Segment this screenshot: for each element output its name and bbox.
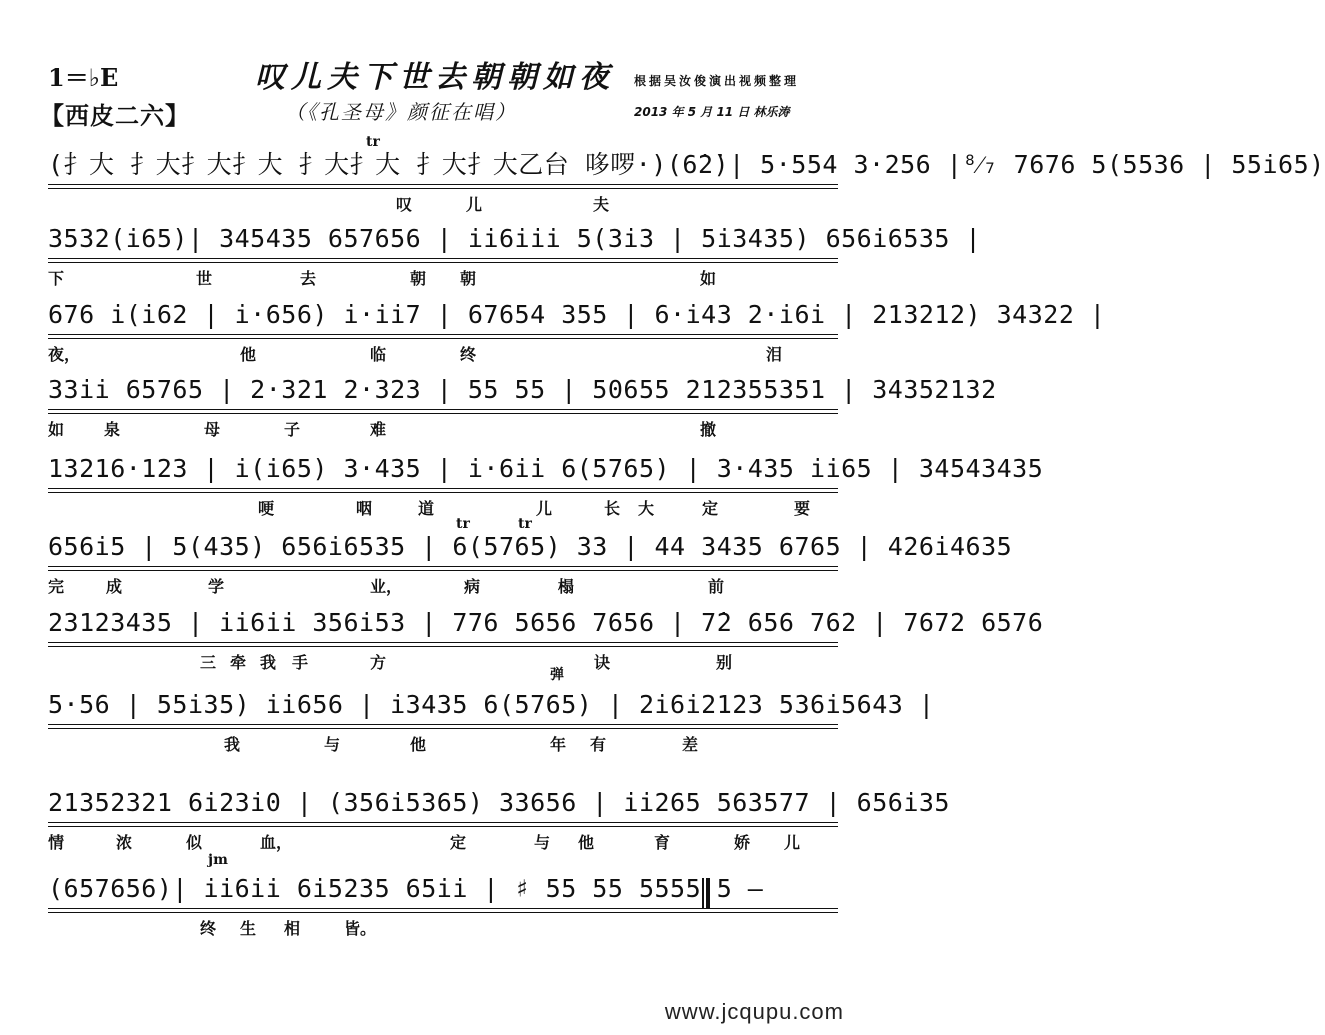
lyric-syllable: 与 <box>534 833 551 852</box>
lyric-syllable: 子 <box>284 420 301 439</box>
lyric-syllable: 有 <box>590 735 607 754</box>
beam-line <box>48 488 838 489</box>
lyric-syllable: 夜， <box>48 345 81 364</box>
key-signature: 1＝♭E <box>48 63 119 92</box>
score-row <box>0 452 1044 522</box>
jianpu-notes: 23123435 | ii6ii 356i53 | 776 5656 7656 | 7̇2 656 762 | 7672 6576 <box>48 606 838 640</box>
lyric-syllable: 相 <box>284 919 301 938</box>
lyric-syllable: 朝 <box>410 269 427 288</box>
beam-line <box>48 338 838 339</box>
lyric-syllable: 手 <box>292 653 309 672</box>
lyric-syllable: 成 <box>106 577 123 596</box>
lyrics-line <box>48 266 838 288</box>
lyric-syllable: 似 <box>186 833 203 852</box>
performance-mark: jm <box>208 852 228 868</box>
beam-line <box>48 492 838 493</box>
lyric-syllable: 差 <box>682 735 699 754</box>
beam-line <box>48 188 838 189</box>
beam-line <box>48 566 838 567</box>
lyric-syllable: 大 <box>638 499 655 518</box>
lyric-syllable: 他 <box>240 345 257 364</box>
score-row <box>0 786 950 856</box>
lyric-syllable: 去 <box>300 269 317 288</box>
credit-source: 根据吴汝俊演出视频整理 <box>634 74 800 88</box>
lyric-syllable: 儿 <box>784 833 801 852</box>
lyric-syllable: 我 <box>260 653 277 672</box>
beam-line <box>48 334 838 335</box>
jianpu-notes: 13216·123 | i(i65) 3·435 | i·6ii 6(5765) | 3·435 ii65 | 34543435 <box>48 452 838 486</box>
lyric-syllable: 叹 <box>396 195 413 214</box>
jianpu-notes: (扌大 扌大扌大扌大 扌大扌大 扌大扌大乙台 哆啰·)(6̇2̇)| 5·554 3·256 |⁸⁄₇ 7676 5(5536 | 55i65) <box>48 148 838 182</box>
beam-line <box>48 570 838 571</box>
lyric-syllable: 我 <box>224 735 241 754</box>
lyric-syllable: 皆。 <box>344 919 377 938</box>
lyric-syllable: 终 <box>200 919 217 938</box>
score-row <box>0 852 870 942</box>
lyric-syllable: 临 <box>370 345 387 364</box>
lyric-syllable: 他 <box>410 735 427 754</box>
jianpu-notes: 5·56 | 55i35) ii656 | i3435 6(5765) | 2i6i2123 536i5643 | <box>48 688 838 722</box>
lyric-syllable: 朝 <box>460 269 477 288</box>
beam-line <box>48 258 838 259</box>
lyric-syllable: 浓 <box>116 833 133 852</box>
beam-line <box>48 262 838 263</box>
lyric-syllable: 他 <box>578 833 595 852</box>
lyric-syllable: 业， <box>370 577 403 596</box>
lyric-syllable: 长 <box>604 499 621 518</box>
beam-line <box>48 912 838 913</box>
lyrics-line <box>48 650 838 672</box>
beam-line <box>48 826 838 827</box>
lyrics-line <box>48 916 838 938</box>
lyric-syllable: 如 <box>48 420 65 439</box>
banqiang-label: 【西皮二六】 <box>40 101 190 130</box>
beam-line <box>48 908 838 909</box>
beam-line <box>48 184 838 185</box>
lyric-syllable: 难 <box>370 420 387 439</box>
final-barline <box>702 878 710 908</box>
lyric-syllable: 年 <box>550 735 567 754</box>
lyric-syllable: 下 <box>48 269 65 288</box>
lyric-syllable: 娇 <box>734 833 751 852</box>
lyric-syllable: 泪 <box>766 345 783 364</box>
lyric-syllable: 榻 <box>558 577 575 596</box>
lyric-syllable: 方 <box>370 653 387 672</box>
lyric-syllable: 如 <box>700 269 717 288</box>
lyric-syllable: 儿 <box>536 499 553 518</box>
lyric-syllable: 母 <box>204 420 221 439</box>
lyric-syllable: 血， <box>260 833 293 852</box>
jianpu-notes: 3532(i65)| 345435 657656 | ii6iii 5(3i3 | 5i3435) 656i6535 | <box>48 222 838 256</box>
lyric-syllable: 定 <box>702 499 719 518</box>
performance-mark: tr <box>366 134 380 150</box>
lyric-syllable: 哽 <box>258 499 275 518</box>
score-row <box>0 667 935 758</box>
lyric-syllable: 生 <box>240 919 257 938</box>
beam-line <box>48 728 838 729</box>
score-row <box>0 134 1325 218</box>
watermark: www.jcqupu.com <box>664 999 844 1024</box>
beam-line <box>48 642 838 643</box>
lyric-syllable: 别 <box>716 653 733 672</box>
score-row <box>0 373 997 443</box>
lyrics-line <box>48 192 838 214</box>
lyric-syllable: 诀 <box>594 653 611 672</box>
lyric-syllable: 育 <box>654 833 671 852</box>
lyric-syllable: 咽 <box>356 499 373 518</box>
score-row <box>0 606 1044 676</box>
lyric-syllable: 终 <box>460 345 477 364</box>
lyric-syllable: 泉 <box>104 420 121 439</box>
beam-line <box>48 409 838 410</box>
lyric-syllable: 儿 <box>466 195 483 214</box>
beam-line <box>48 724 838 725</box>
jianpu-notes: 33ii 65765 | 2·321 2·323 | 55 55 | 50655 212355351 | 34352132 <box>48 373 838 407</box>
jianpu-notes: 656i5 | 5(435) 656i6535 | 6(5765) 33 | 44 3435 6765 | 426i4635 <box>48 530 838 564</box>
lyric-syllable: 前 <box>708 577 725 596</box>
performance-mark: tr <box>456 516 470 532</box>
lyric-syllable: 与 <box>324 735 341 754</box>
beam-line <box>48 822 838 823</box>
lyric-syllable: 要 <box>794 499 811 518</box>
lyric-syllable: 撤 <box>700 420 717 439</box>
lyric-syllable: 牵 <box>230 653 247 672</box>
lyric-syllable: 情 <box>48 833 65 852</box>
lyric-syllable: 三 <box>200 653 217 672</box>
score-row <box>0 298 1106 368</box>
score-subtitle: （《孔圣母》颜征在唱） <box>285 100 517 124</box>
lyrics-line <box>48 574 838 596</box>
score-title: 叹儿夫下世去朝朝如夜 <box>255 60 615 95</box>
performance-mark: 弹 <box>550 667 564 683</box>
credit-date-author: 2013 年 5 月 11 日 林乐涛 <box>634 105 790 119</box>
beam-line <box>48 413 838 414</box>
lyrics-line <box>48 342 838 364</box>
lyric-syllable: 完 <box>48 577 65 596</box>
lyrics-line <box>48 732 838 754</box>
lyric-syllable: 世 <box>196 269 213 288</box>
lyric-syllable: 定 <box>450 833 467 852</box>
lyric-syllable: 道 <box>418 499 435 518</box>
performance-mark: tr <box>518 516 532 532</box>
lyric-syllable: 病 <box>464 577 481 596</box>
lyric-syllable: 学 <box>208 577 225 596</box>
lyric-syllable: 夫 <box>593 195 610 214</box>
lyrics-line <box>48 417 838 439</box>
score-row <box>0 516 1013 600</box>
lyrics-line <box>48 496 838 518</box>
score-row <box>0 222 982 292</box>
jianpu-notes: 21352321 6i23i0 | (356i5365) 33656 | ii265 563577 | 656i35 <box>48 786 838 820</box>
lyrics-line <box>48 830 838 852</box>
beam-line <box>48 646 838 647</box>
jianpu-notes: (657656)| ii6ii 6i5235 65ii | ♯ 55 55 5555 5 — <box>48 872 838 906</box>
jianpu-notes: 676 i(i62 | i·656) i·ii7 | 67654 355 | 6·i43 2·i6i | 213212) 34322 | <box>48 298 838 332</box>
